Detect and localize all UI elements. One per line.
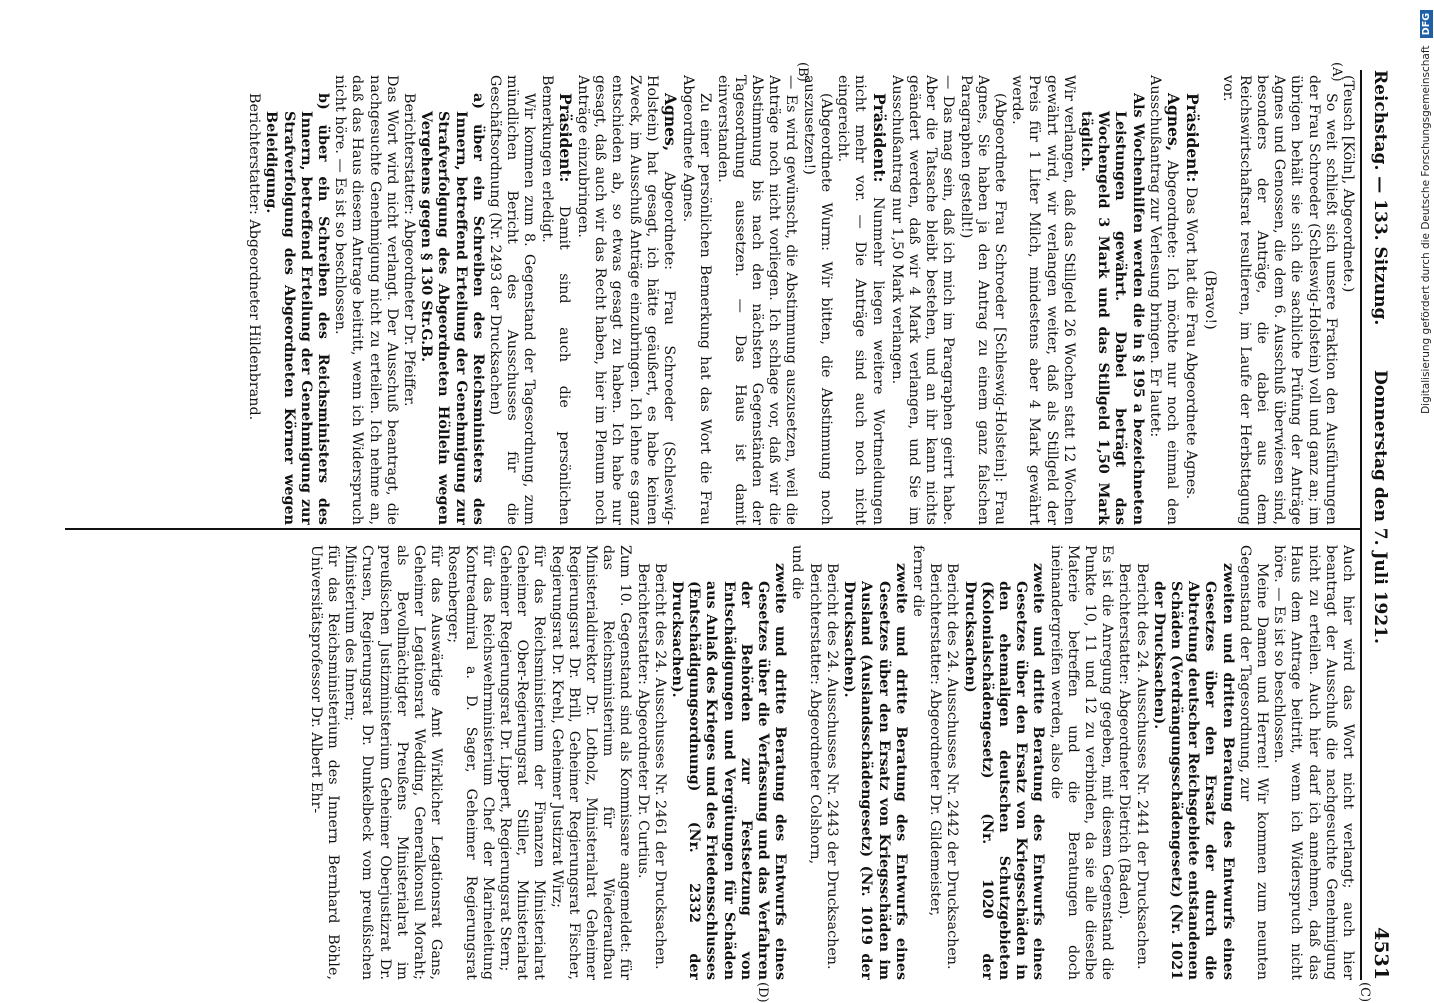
paragraph: [806, 545, 823, 980]
paragraph: [1218, 75, 1338, 525]
paragraph: [956, 75, 1008, 525]
paragraph-text: und die: [789, 545, 806, 600]
paragraph: [331, 75, 400, 525]
paragraph-text: Berichterstatter: Abgeordneter Dr. Pfeiffer.: [401, 93, 418, 407]
paragraph-text: Abgeordnete: Ich möchte nur noch einmal den Ausschußantrag zur Verlesung bringen. Er lautet:: [1146, 75, 1180, 525]
paragraph: [800, 75, 834, 525]
paragraph: [1201, 75, 1218, 525]
paragraph-text: zweite und dritte Beratung des Entwurfs eines Gesetzes über den Ersatz von Kriegsschäden in den ehemaligen deutschen Schutzgebieten (Kolonialschädengesetz) (Nr. 1020 der Drucksachen): [961, 563, 1047, 980]
paragraph-text: für das Reichswehrministerium Chef der Marineleitung Kontreadmiral a. D. Sager, Geheimer Regierungsrat Rosenberger;: [445, 545, 496, 980]
header-date: Donnerstag den 7. Juli 1921.: [1370, 370, 1390, 644]
paragraph: [679, 75, 713, 525]
paragraph: [1182, 75, 1201, 525]
paragraph-text: Berichterstatter: Abgeordneter Dietrich (Baden).: [1116, 563, 1133, 920]
right-column: [65, 545, 1356, 980]
paragraph-text: Berichterstatter: Abgeordneter Colshorn,: [806, 563, 823, 865]
paragraph-text: — Das mag sein, daß ich mich im Paragraphen geirrt habe. Aber die Tatsache bleibt bestehen, und an ihr kann nichts geändert werden, daß wir 4 Mark verlangen, und Sie im Ausschußantrag nur 1,50 Mark verlangen.: [888, 75, 957, 525]
left-column: [65, 75, 1356, 525]
paragraph-text: Als Wochenhilfen werden die in § 195 a bezeichneten Leistungen gewährt. Dabei beträgt das Wochengeld 3 Mark und das Stillgeld 1,50 Mark täglich.: [1077, 93, 1146, 525]
margin-marker-d: (D): [755, 982, 770, 1003]
credit-line: [1418, 0, 1434, 1000]
paragraph: [1146, 75, 1182, 525]
paragraph: [486, 75, 538, 525]
page-number: 4531: [1370, 927, 1392, 980]
paragraph: [651, 545, 668, 980]
paragraph-text: Bericht des 24. Ausschusses Nr. 2441 der Drucksachen.: [1133, 563, 1150, 970]
paragraph: [1270, 545, 1356, 980]
speaker-label: Agnes,: [661, 93, 681, 152]
document-page: [65, 0, 1410, 1003]
paragraph: [943, 545, 960, 980]
paragraph-text: Bericht des 24. Ausschusses Nr. 2443 der Drucksachen.: [823, 563, 840, 970]
paragraph: [668, 545, 788, 980]
header-left: Reichstag. — 133. Sitzung.: [1370, 70, 1390, 326]
paragraph: [307, 545, 341, 980]
paragraph-text: für das Reichsministerium des Innern Bernhard Böhle, Universitätsprofessor Dr. Albert Ehr-: [307, 545, 342, 980]
paragraph: [1115, 545, 1132, 980]
speaker-label: Präsident:: [869, 93, 889, 183]
paragraph: [537, 75, 573, 525]
paragraph: [888, 75, 957, 525]
paragraph: [926, 545, 943, 980]
paragraph-text: zweite und dritte Beratung des Entwurfs eines Gesetzes über die Verfassung und das Verfahren der Behörden zur Festsetzung von Entschädigungen und Vergütungen für Schäden aus Anlaß des Krieges und des Friedensschlusses (Entschädigungsordnung) (Nr. 2332 der Drucksachen).: [669, 563, 789, 980]
page-header: [1360, 70, 1400, 980]
paragraph: [788, 545, 805, 980]
paragraph: [400, 75, 417, 525]
margin-marker-a: (A): [1329, 62, 1344, 82]
paragraph-text: Berichterstatter: Abgeordneter Dr. Curtius.: [634, 563, 651, 879]
paragraph-text: zweite und dritte Beratung des Entwurfs eines Gesetzes über den Ersatz von Kriegsschäden im Ausland (Auslandsschädengesetz) (Nr. 1019 der Drucksachen).: [841, 563, 909, 980]
paragraph-text: (Abgeordnete Wurm: Wir bitten, die Abstimmung noch auszusetzen!): [800, 75, 834, 525]
paragraph-text: Zum 10. Gegenstand sind als Kommissare angemeldet: für das Reichsministerium für Wiederaufbau Ministerialdirektor Dr. Lotholz, Ministerialrat Geheimer Regierungsrat Dr. Brill, Geheimer Regierungsrat Fischer, Regierungsrat Dr. Krehl, Geheimer Justizrat Wirz;: [548, 545, 634, 980]
paragraph: [1132, 545, 1149, 980]
paragraph-text: Wir kommen zum 8. Gegenstand der Tagesordnung, zum mündlichen Bericht des Ausschusses für die Geschäftsordnung (Nr. 2493 der Drucksachen): [487, 75, 538, 525]
paragraph-text: Es ist die Anregung gegeben, mit diesem Gegenstand die Punkte 10, 11 und 12 zu verbinden, da sie alle dieselbe Materie betreffen und die Beratungen doch ineinandergreifen werden, also die: [1047, 545, 1116, 980]
margin-marker-c: (C): [1357, 982, 1372, 1003]
paragraph-text: Wir verlangen, daß das Stillgeld 26 Wochen statt 12 Wochen gewährt wird, wir verlangen weiter, daß als Stillgeld der Preis für 1 Liter Milch, mindestens aber 4 Mark gewährt werde.: [1009, 75, 1077, 525]
paragraph-text: — Es wird gewünscht, die Abstimmung auszusetzen, weil die Anträge noch nicht vorliegen. Ich schlage vor, daß wir die Abstimmung bis nach den nächsten Gegenständen der Tagesordnung aussetzen. — Das Haus ist damit einverstanden.: [714, 75, 800, 525]
paragraph-text: Meine Damen und Herren! Wir kommen zum neunten Gegenstand der Tagesordnung, zur: [1236, 545, 1270, 980]
credit-text: Digitalisierung gefördert durch die Deutsche Forschungsgemeinschaft: [1420, 45, 1432, 414]
paragraph: [496, 545, 548, 980]
paragraph: [245, 75, 262, 525]
paragraph: [823, 545, 840, 980]
paragraph: [713, 75, 799, 525]
paragraph-text: Abgeordnete: Frau Schroeder (Schleswig-Holstein) hat gesagt, ich hätte geäußert, es habe keinen Zweck, im Ausschuß Anträge einzubringen. Ich lehne es ganz entschieden ab, so etwas gesagt zu haben. Ich habe nur gesagt, daß auch wir das Recht haben, hier im Plenum noch Anträge einzubringen.: [575, 75, 678, 525]
paragraph: [840, 545, 909, 980]
paragraph-text: Auch hier wird das Wort nicht verlangt; auch hier beantragt der Ausschuß die nachgesuchte Genehmigung nicht zu erteilen. Auch hier darf ich annehmen, daß das Haus dem Antrage beitritt, wenn ich Widerspruch nicht höre. — Es ist so beschlossen.: [1271, 545, 1356, 980]
paragraph: [1077, 75, 1146, 525]
paragraph: [1339, 75, 1356, 525]
paragraph: [834, 75, 888, 525]
paragraph-text: für das Reichsministerium der Finanzen Ministerialrat Geheimer Ober-Regierungsrat Stiller, Ministerialrat Geheimer Regierungsrat Dr. Lippert, Regierungsrat Stern;: [497, 545, 548, 980]
paragraph: [1008, 75, 1077, 525]
speaker-label: Agnes,: [1163, 93, 1183, 152]
paragraph: [417, 75, 486, 525]
paragraph: [341, 545, 444, 980]
paragraph-text: (Teusch [Köln], Abgeordnete.): [1340, 75, 1356, 293]
paragraph-text: Nunmehr liegen weitere Wortmeldungen nicht mehr vor. — Die Anträge sind auch noch nicht eingereicht.: [835, 75, 886, 525]
paragraph: [574, 75, 679, 525]
paragraph-text: So weit schließt sich unsere Fraktion den Ausführungen der Frau Schroeder (Schleswig-Holstein) voll und ganz an; im übrigen behält sie sich die sachliche Prüfung der Anträge Agnes und Genossen, die dem 6. Ausschuß überwiesen sind, besonders der Anträge, die dabei aus dem Reichswirtschaftsrat resultieren, im Laufe der Herbsttagung vor.: [1219, 75, 1339, 525]
paragraph-text: a) über ein Schreiben des Reichsministers des Innern, betreffend Erteilung der Genehmigung zur Strafverfolgung des Abgeordneten Höllein wegen Vergehens gegen § 130 Str.G.B.: [418, 93, 486, 525]
paragraph-text: Damit sind auch die persönlichen Bemerkungen erledigt.: [538, 75, 572, 525]
paragraph: [262, 75, 331, 525]
paragraph: [547, 545, 633, 980]
header-rule: [1360, 70, 1362, 980]
speaker-label: Präsident:: [555, 93, 575, 183]
paragraph-text: Bericht des 24. Ausschusses Nr. 2442 der Drucksachen.: [944, 563, 961, 970]
speaker-label: Präsident:: [1183, 93, 1203, 183]
digitization-sidebar: [1418, 0, 1434, 1000]
paragraph: [1046, 545, 1115, 980]
paragraph: [1150, 545, 1236, 980]
paragraph-text: für das Auswärtige Amt Wirklicher Legationsrat Gans, Geheimer Legationsrat Wedding, Generalkonsul Moraht; als Bevollmächtigter Preußens Ministerialrat im preußischen Justizministerium Geheimer Oberjustizrat Dr. Crusen, Regierungsrat Dr. Dunkelbeck vom preußischen Ministerium des Innern;: [342, 545, 445, 980]
paragraph: [960, 545, 1046, 980]
paragraph-text: Berichterstatter: Abgeordneter Hildenbrand.: [246, 93, 263, 421]
paragraph-text: Bericht des 24. Ausschusses Nr. 2461 der Drucksachen.: [651, 563, 668, 970]
paragraph-text: ferner die: [909, 545, 926, 617]
paragraph-text: Das Wort hat die Frau Abgeordnete Agnes.: [1183, 182, 1200, 500]
paragraph: [909, 545, 926, 980]
margin-marker-b: (B): [795, 62, 810, 82]
dfg-logo: DFG: [1420, 10, 1433, 38]
paragraph-text: b) über ein Schreiben des Reichsministers des Innern, betreffend Erteilung der Genehmigung zur Strafverfolgung des Abgeordneten Körner wegen Beleidigung.: [263, 93, 332, 525]
paragraph-text: Zu einer persönlichen Bemerkung hat das Wort die Frau Abgeordnete Agnes.: [680, 75, 714, 525]
paragraph: [444, 545, 496, 980]
column-divider: [65, 528, 1362, 530]
paragraph-text: (Abgeordnete Frau Schroeder [Schleswig-Holstein]: Frau Agnes, Sie haben ja den Antrag zu einem ganz falschen Paragraphen gestellt!): [957, 75, 1008, 525]
paragraph: [1236, 545, 1270, 980]
paragraph-text: zweiten und dritten Beratung des Entwurfs eines Gesetzes über den Ersatz der durch die Abtretung deutscher Reichsgebiete entstandenen Schäden (Verdrängungsschädengesetz) (Nr. 1021 der Drucksachen).: [1150, 563, 1236, 980]
paragraph-text: Berichterstatter: Abgeordneter Dr. Gildemeister,: [927, 563, 944, 917]
paragraph-text: (Bravo!): [1202, 270, 1219, 330]
paragraph-text: Das Wort wird nicht verlangt. Der Ausschuß beantragt, die nachgesuchte Genehmigung nicht zu erteilen. Ich nehme an, daß das Haus diesem Antrage beitritt, wenn ich Widerspruch nicht höre. — Es ist so beschlossen.: [332, 75, 400, 525]
paragraph: [633, 545, 650, 980]
